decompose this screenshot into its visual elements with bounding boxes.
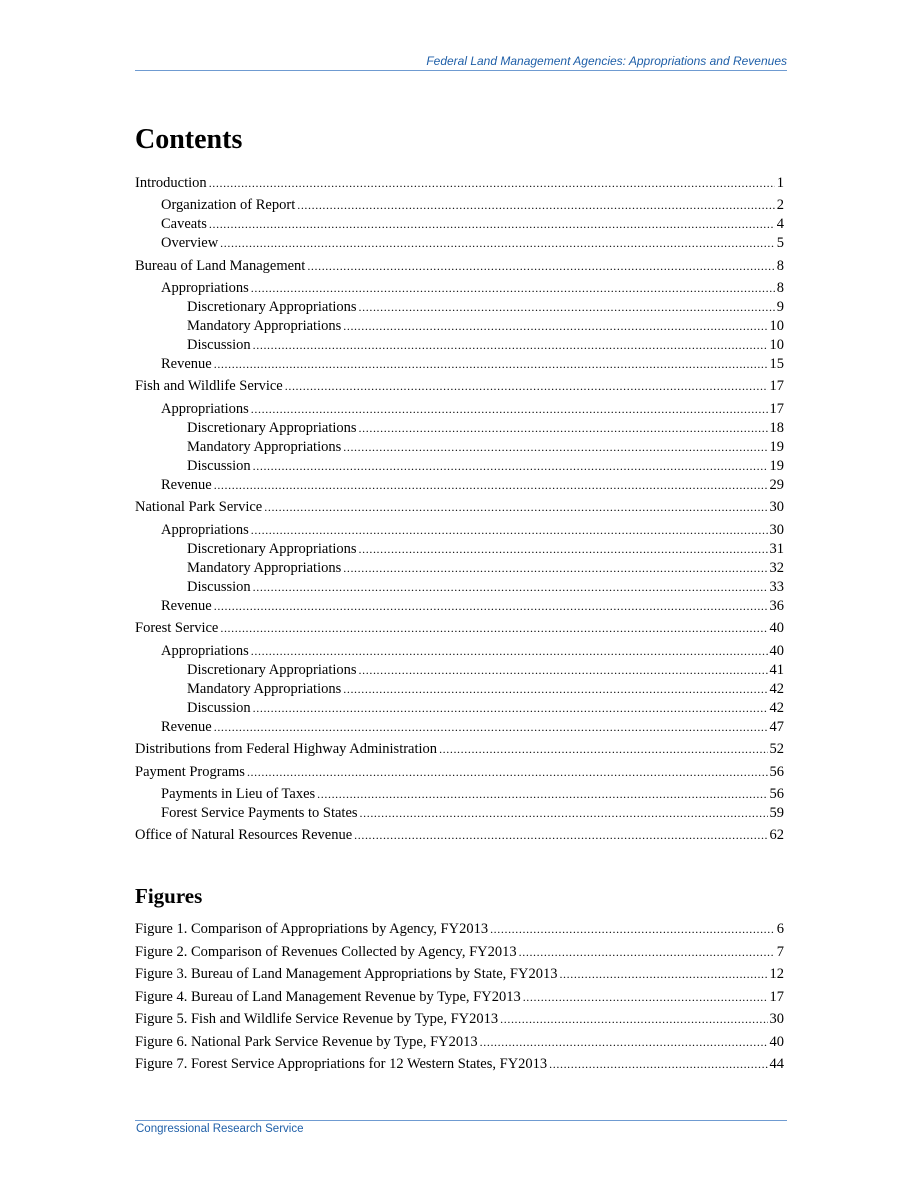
toc-label: Mandatory Appropriations: [187, 318, 342, 334]
toc-entry-fs-appropriations[interactable]: [135, 642, 784, 661]
leader-dots: [439, 740, 767, 759]
toc-page: 40: [769, 643, 784, 659]
toc-page: 59: [769, 805, 784, 821]
toc-page: 41: [769, 662, 784, 678]
figure-entry-2[interactable]: [135, 943, 784, 962]
leader-dots: [214, 718, 768, 737]
figure-entry-1[interactable]: [135, 920, 784, 939]
figure-label: Figure 7. Forest Service Appropriations for 12 Western States, FY2013: [135, 1056, 548, 1072]
figure-page: 12: [769, 966, 784, 982]
figure-entry-5[interactable]: [135, 1010, 784, 1029]
toc-label: Forest Service Payments to States: [161, 805, 358, 821]
toc-page: 47: [769, 719, 784, 735]
header-rule: [135, 70, 787, 71]
leader-dots: [359, 419, 768, 438]
toc-page: 9: [776, 299, 784, 315]
footer-publisher: Congressional Research Service: [136, 1123, 304, 1135]
toc-entry-fs-discussion[interactable]: [135, 699, 784, 718]
figure-page: 17: [769, 989, 784, 1005]
toc-label: Revenue: [161, 477, 212, 493]
toc-label: Appropriations: [161, 522, 249, 538]
toc-label: Payment Programs: [135, 764, 245, 780]
toc-page: 62: [769, 827, 784, 843]
toc-entry-blm-revenue[interactable]: [135, 355, 784, 374]
leader-dots: [519, 943, 775, 962]
toc-page: 17: [769, 378, 784, 394]
leader-dots: [285, 377, 768, 396]
toc-entry-bureau-of-land-management[interactable]: [135, 257, 784, 276]
toc-page: 19: [769, 439, 784, 455]
leader-dots: [359, 540, 768, 559]
toc-label: Discussion: [187, 337, 251, 353]
toc-page: 10: [769, 318, 784, 334]
toc-entry-fws-discussion[interactable]: [135, 457, 784, 476]
figure-label: Figure 3. Bureau of Land Management Appropriations by State, FY2013: [135, 966, 558, 982]
figure-page: 30: [769, 1011, 784, 1027]
toc-page: 56: [769, 786, 784, 802]
leader-dots: [220, 619, 767, 638]
toc-label: Discretionary Appropriations: [187, 420, 357, 436]
toc-label: Revenue: [161, 356, 212, 372]
leader-dots: [523, 988, 768, 1007]
leader-dots: [480, 1033, 768, 1052]
toc-entry-fhwa-distributions[interactable]: [135, 740, 784, 759]
toc-label: Appropriations: [161, 643, 249, 659]
toc-label: Appropriations: [161, 401, 249, 417]
toc-page: 17: [769, 401, 784, 417]
toc-entry-fws-appropriations[interactable]: [135, 400, 784, 419]
leader-dots: [490, 920, 775, 939]
toc-page: 1: [776, 175, 784, 191]
toc-entry-forest-service[interactable]: [135, 619, 784, 638]
toc-page: 33: [769, 579, 784, 595]
toc-entry-nps-revenue[interactable]: [135, 597, 784, 616]
leader-dots: [253, 457, 768, 476]
figure-entry-3[interactable]: [135, 965, 784, 984]
toc-label: Discretionary Appropriations: [187, 541, 357, 557]
toc-entry-pilt[interactable]: [135, 785, 784, 804]
leader-dots: [549, 1055, 767, 1074]
figure-label: Figure 1. Comparison of Appropriations by Agency, FY2013: [135, 921, 489, 937]
toc-entry-organization-of-report[interactable]: [135, 196, 784, 215]
toc-page: 18: [769, 420, 784, 436]
leader-dots: [214, 597, 768, 616]
leader-dots: [343, 559, 767, 578]
leader-dots: [251, 642, 768, 661]
figure-page: 40: [769, 1034, 784, 1050]
toc-label: Payments in Lieu of Taxes: [161, 786, 316, 802]
toc-label: Discussion: [187, 579, 251, 595]
toc-page: 4: [776, 216, 784, 232]
figure-page: 7: [776, 944, 784, 960]
contents-heading: Contents: [135, 124, 243, 155]
toc-label: Appropriations: [161, 280, 249, 296]
figure-label: Figure 6. National Park Service Revenue by Type, FY2013: [135, 1034, 478, 1050]
toc-entry-nps-mandatory[interactable]: [135, 559, 784, 578]
toc-page: 2: [776, 197, 784, 213]
toc-label: Discretionary Appropriations: [187, 662, 357, 678]
toc-label: Distributions from Federal Highway Administration: [135, 741, 438, 757]
toc-entry-blm-discretionary[interactable]: [135, 298, 784, 317]
leader-dots: [343, 680, 767, 699]
toc-page: 42: [769, 700, 784, 716]
leader-dots: [253, 336, 768, 355]
leader-dots: [307, 257, 774, 276]
toc-page: 15: [769, 356, 784, 372]
leader-dots: [209, 215, 775, 234]
leader-dots: [360, 804, 768, 823]
toc-page: 32: [769, 560, 784, 576]
toc-label: Organization of Report: [161, 197, 296, 213]
leader-dots: [359, 298, 775, 317]
toc-page: 42: [769, 681, 784, 697]
toc-entry-fws-discretionary[interactable]: [135, 419, 784, 438]
toc-label: Revenue: [161, 598, 212, 614]
toc-page: 36: [769, 598, 784, 614]
toc-label: Mandatory Appropriations: [187, 681, 342, 697]
leader-dots: [500, 1010, 767, 1029]
toc-label: Fish and Wildlife Service: [135, 378, 283, 394]
toc-label: Discussion: [187, 700, 251, 716]
leader-dots: [251, 400, 768, 419]
toc-label: Caveats: [161, 216, 207, 232]
toc-entry-blm-mandatory[interactable]: [135, 317, 784, 336]
toc-entry-blm-appropriations[interactable]: [135, 279, 784, 298]
toc-page: 31: [769, 541, 784, 557]
toc-page: 8: [776, 280, 784, 296]
leader-dots: [359, 661, 768, 680]
toc-entry-caveats[interactable]: [135, 215, 784, 234]
toc-label: Mandatory Appropriations: [187, 439, 342, 455]
leader-dots: [214, 355, 768, 374]
toc-label: Mandatory Appropriations: [187, 560, 342, 576]
leader-dots: [317, 785, 767, 804]
toc-page: 30: [769, 499, 784, 515]
toc-page: 52: [769, 741, 784, 757]
figures-heading: Figures: [135, 884, 203, 908]
toc-entry-fws-revenue[interactable]: [135, 476, 784, 495]
toc-entry-onrr[interactable]: [135, 826, 784, 845]
leader-dots: [214, 476, 768, 495]
toc-entry-blm-discussion[interactable]: [135, 336, 784, 355]
leader-dots: [251, 279, 775, 298]
toc-label: Discussion: [187, 458, 251, 474]
leader-dots: [253, 699, 768, 718]
toc-entry-nps-discussion[interactable]: [135, 578, 784, 597]
toc-page: 30: [769, 522, 784, 538]
toc-label: Revenue: [161, 719, 212, 735]
toc-label: Bureau of Land Management: [135, 258, 306, 274]
figure-label: Figure 5. Fish and Wildlife Service Revenue by Type, FY2013: [135, 1011, 499, 1027]
toc-entry-fs-revenue[interactable]: [135, 718, 784, 737]
toc-page: 40: [769, 620, 784, 636]
figure-label: Figure 2. Comparison of Revenues Collected by Agency, FY2013: [135, 944, 517, 960]
figure-entry-4[interactable]: [135, 988, 784, 1007]
toc-entry-overview[interactable]: [135, 234, 784, 253]
figure-entry-7[interactable]: [135, 1055, 784, 1074]
toc-entry-fs-discretionary[interactable]: [135, 661, 784, 680]
leader-dots: [354, 826, 767, 845]
toc-entry-introduction[interactable]: [135, 174, 784, 193]
running-header: Federal Land Management Agencies: Appropriations and Revenues: [426, 54, 787, 68]
leader-dots: [251, 521, 768, 540]
toc-label: Office of Natural Resources Revenue: [135, 827, 353, 843]
toc-page: 56: [769, 764, 784, 780]
toc-page: 29: [769, 477, 784, 493]
toc-label: Discretionary Appropriations: [187, 299, 357, 315]
toc-entry-fs-mandatory[interactable]: [135, 680, 784, 699]
leader-dots: [247, 763, 768, 782]
figure-page: 44: [769, 1056, 784, 1072]
figure-label: Figure 4. Bureau of Land Management Revenue by Type, FY2013: [135, 989, 521, 1005]
leader-dots: [343, 438, 767, 457]
toc-page: 8: [776, 258, 784, 274]
toc-entry-payment-programs[interactable]: [135, 763, 784, 782]
footer-rule: [135, 1120, 787, 1121]
leader-dots: [559, 965, 767, 984]
toc-entry-nps-discretionary[interactable]: [135, 540, 784, 559]
toc-page: 10: [769, 337, 784, 353]
toc-page: 19: [769, 458, 784, 474]
figure-page: 6: [776, 921, 784, 937]
leader-dots: [297, 196, 775, 215]
toc-entry-national-park-service[interactable]: [135, 498, 784, 517]
leader-dots: [253, 578, 768, 597]
toc-entry-nps-appropriations[interactable]: [135, 521, 784, 540]
toc-label: Forest Service: [135, 620, 219, 636]
toc-entry-fws-mandatory[interactable]: [135, 438, 784, 457]
toc-entry-fs-payments-to-states[interactable]: [135, 804, 784, 823]
toc-label: Introduction: [135, 175, 207, 191]
leader-dots: [264, 498, 767, 517]
toc-entry-fish-and-wildlife-service[interactable]: [135, 377, 784, 396]
toc-page: 5: [776, 235, 784, 251]
leader-dots: [209, 174, 775, 193]
toc-label: National Park Service: [135, 499, 263, 515]
figure-entry-6[interactable]: [135, 1033, 784, 1052]
toc-label: Overview: [161, 235, 219, 251]
leader-dots: [220, 234, 775, 253]
leader-dots: [343, 317, 767, 336]
